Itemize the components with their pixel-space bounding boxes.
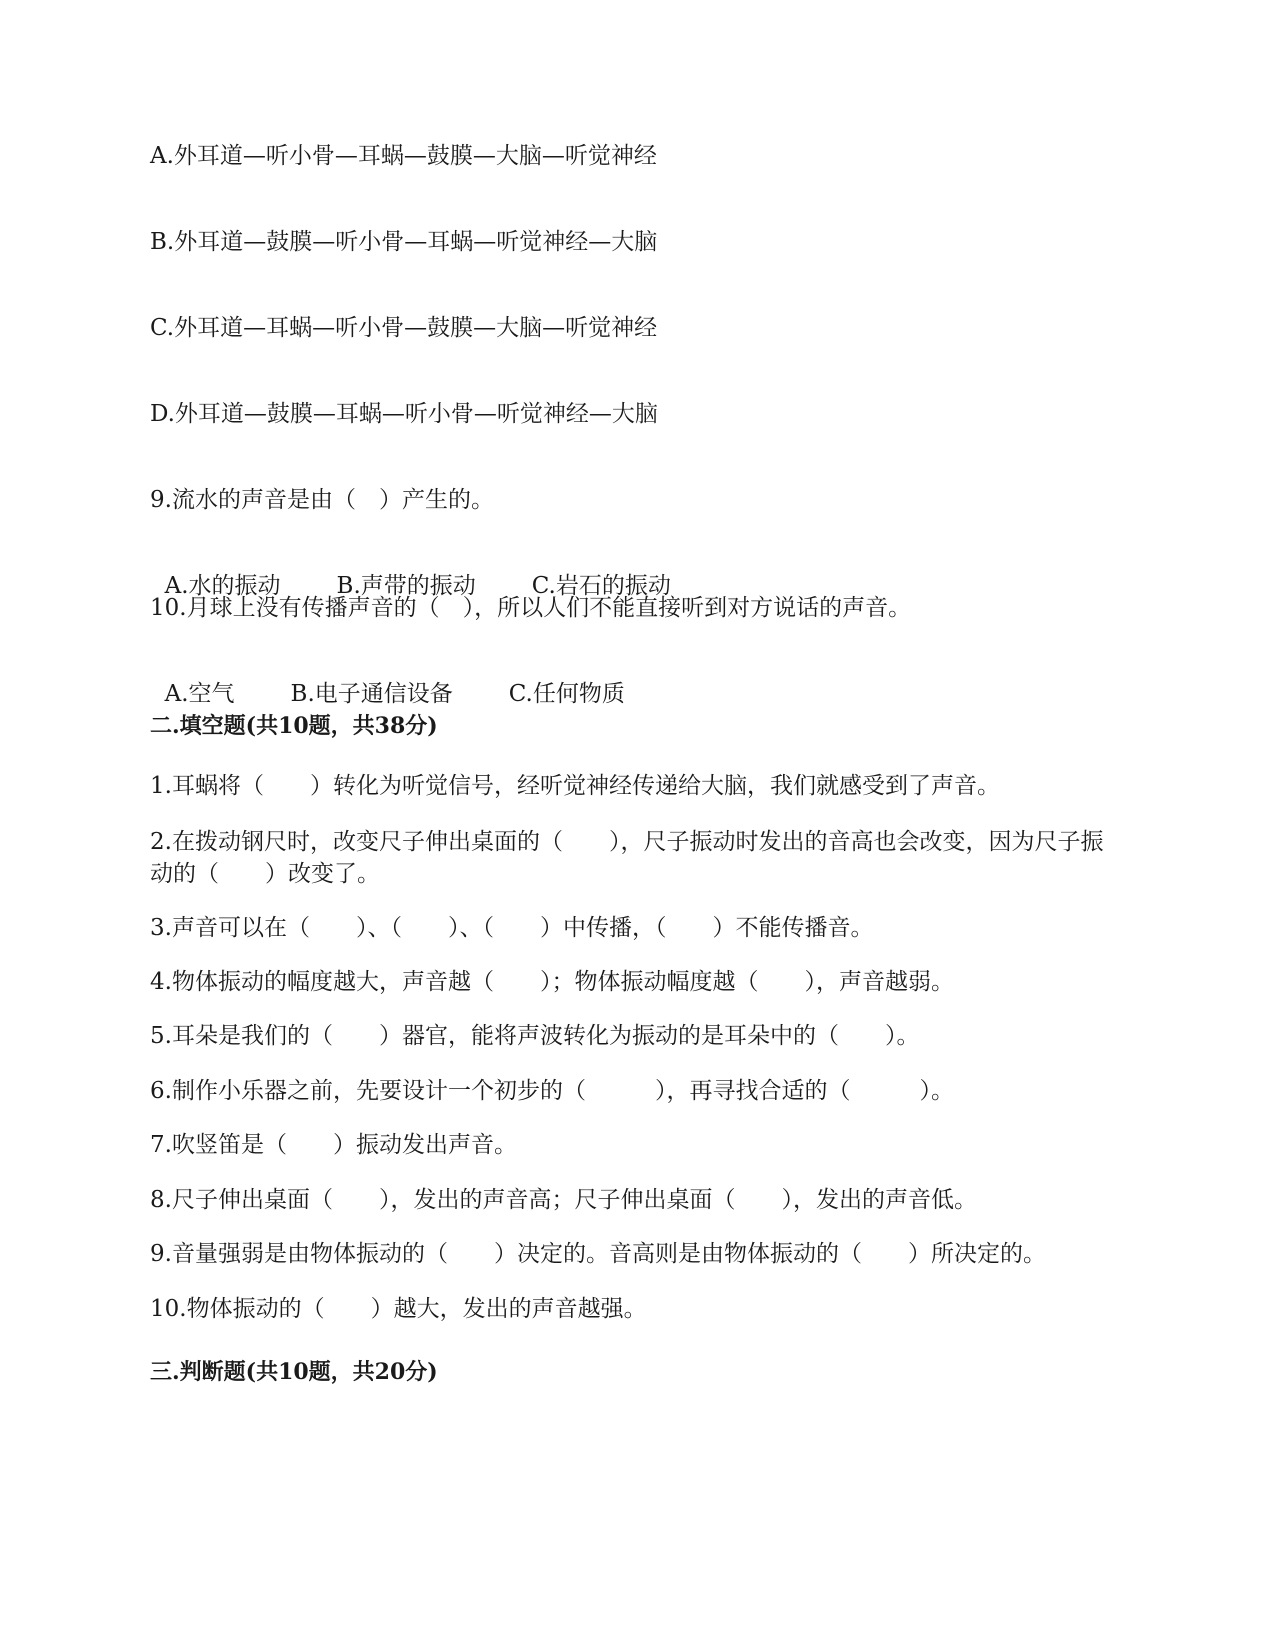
- q9-stem: 9.流水的声音是由（ ）产生的。: [150, 487, 494, 513]
- section2-heading: 二.填空题(共10题，共38分): [150, 713, 438, 739]
- fill-item-3: 3.声音可以在（ ）、（ ）、（ ）中传播，（ ）不能传播音。: [150, 915, 874, 941]
- fill-item-4: 4.物体振动的幅度越大，声音越（ ）；物体振动幅度越（ ），声音越弱。: [150, 969, 954, 995]
- fill-item-6: 6.制作小乐器之前，先要设计一个初步的（ ），再寻找合适的（ ）。: [150, 1078, 954, 1104]
- q8-option-c: C.外耳道—耳蜗—听小骨—鼓膜—大脑—听觉神经: [150, 315, 658, 341]
- q9-option-c: C.岩石的振动: [531, 573, 671, 599]
- q9-option-b: B.声带的振动: [336, 573, 476, 599]
- q10-stem: 10.月球上没有传播声音的（ ），所以人们不能直接听到对方说话的声音。: [150, 595, 912, 621]
- fill-item-2: 2.在拨动钢尺时，改变尺子伸出桌面的（ ），尺子振动时发出的音高也会改变，因为尺子振动的（ ）改变了。: [150, 829, 1104, 887]
- fill-item-9: 9.音量强弱是由物体振动的（ ）决定的。音高则是由物体振动的（ ）所决定的。: [150, 1241, 1046, 1267]
- q10-option-a: A.空气: [164, 681, 235, 707]
- q8-option-d: D.外耳道—鼓膜—耳蜗—听小骨—听觉神经—大脑: [150, 401, 658, 427]
- fill-item-7: 7.吹竖笛是（ ）振动发出声音。: [150, 1132, 517, 1158]
- fill-item-8: 8.尺子伸出桌面（ ），发出的声音高；尺子伸出桌面（ ），发出的声音低。: [150, 1187, 977, 1213]
- fill-item-10: 10.物体振动的（ ）越大，发出的声音越强。: [150, 1296, 647, 1322]
- q10-option-c: C.任何物质: [508, 681, 625, 707]
- q8-option-b: B.外耳道—鼓膜—听小骨—耳蜗—听觉神经—大脑: [150, 229, 658, 255]
- fill-item-5: 5.耳朵是我们的（ ）器官，能将声波转化为振动的是耳朵中的（ ）。: [150, 1023, 920, 1049]
- q10-option-b: B.电子通信设备: [290, 681, 453, 707]
- q10-options: [150, 646, 625, 710]
- section3-heading: 三.判断题(共10题，共20分): [150, 1359, 438, 1385]
- q8-option-a: A.外耳道—听小骨—耳蜗—鼓膜—大脑—听觉神经: [150, 143, 657, 169]
- fill-item-1: 1.耳蜗将（ ）转化为听觉信号，经听觉神经传递给大脑，我们就感受到了声音。: [150, 773, 1000, 799]
- q9-option-a: A.水的振动: [164, 573, 281, 599]
